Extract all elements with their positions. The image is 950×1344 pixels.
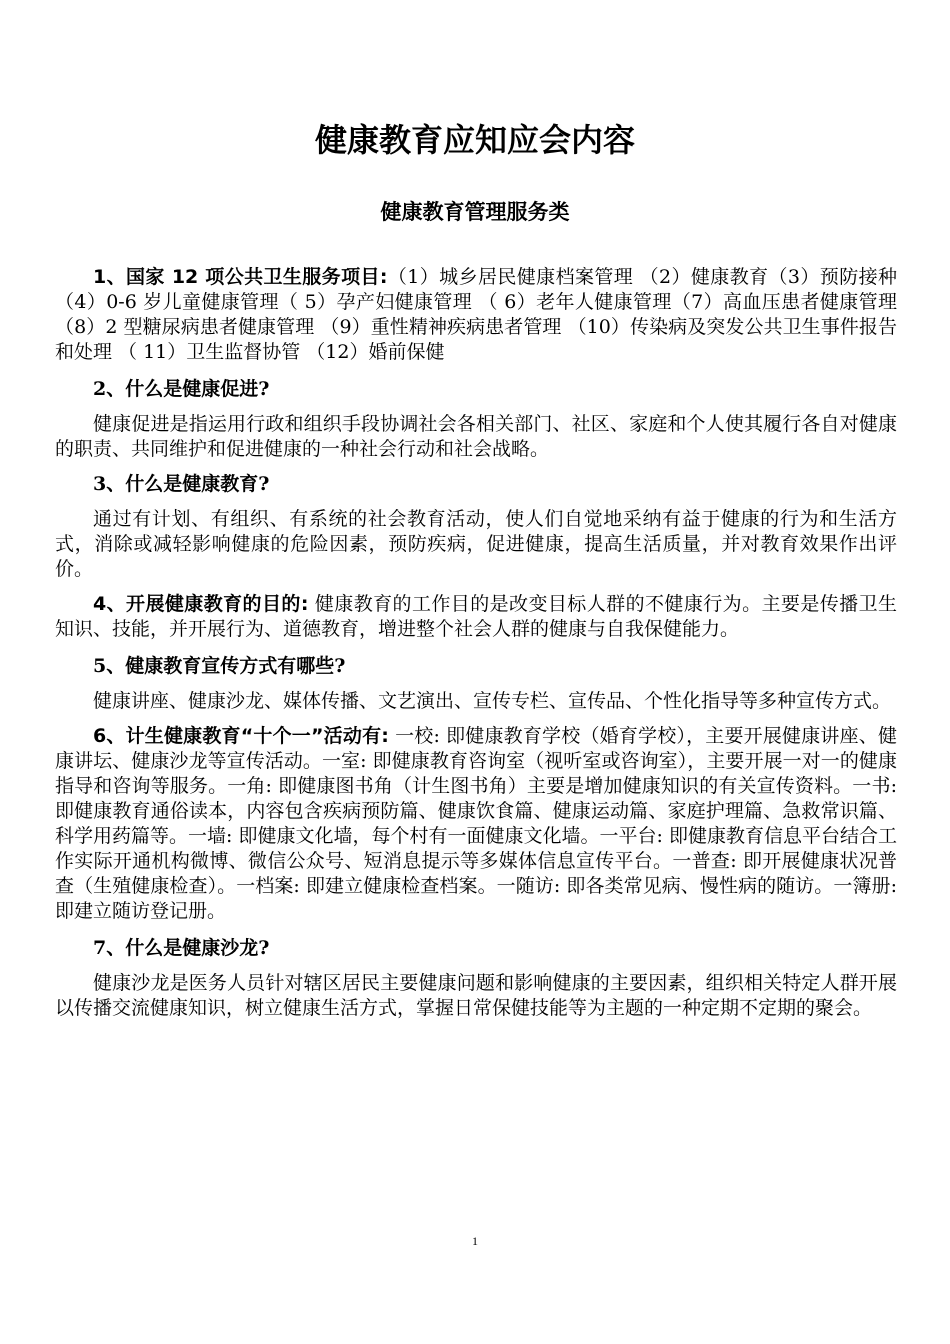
item-1-text: （1）城乡居民健康档案管理 （2）健康教育（3）预防接种（4）0-6 岁儿童健康管理（ 5）孕产妇健康管理 （ 6）老年人健康管理（7）高血压患者健康管理 （8）2 型糖尿病患者健康管理 （9）重性精神疾病患者管理 （10）传染病及突发公共卫生事件报告和处理 （ 11）卫生监督协管 （12）婚前保健 [55,266,897,363]
document-title: 健康教育应知应会内容 [314,121,635,159]
page-number: 1 [472,1234,478,1248]
item-1 [55,265,897,365]
item-6-lead: 6、计生健康教育“十个一”活动有: [93,725,389,747]
item-5-question: 5、健康教育宣传方式有哪些? [93,655,346,677]
item-6 [55,724,897,924]
item-5-answer: 健康讲座、健康沙龙、媒体传播、文艺演出、宣传专栏、宣传品、个性化指导等多种宣传方式。 [93,690,892,712]
document-body [55,265,897,1031]
item-4-text: 健康教育的工作目的是改变目标人群的不健康行为。主要是传播卫生知识、技能，并开展行为、道德教育，增进整个社会人群的健康与自我保健能力。 [55,593,897,640]
item-7-answer: 健康沙龙是医务人员针对辖区居民主要健康问题和影响健康的主要因素，组织相关特定人群开展以传播交流健康知识，树立健康生活方式，掌握日常保健技能等为主题的一种定期不定期的聚会。 [55,972,897,1019]
item-2-question: 2、什么是健康促进? [93,378,270,400]
item-4-lead: 4、开展健康教育的目的: [93,593,309,615]
item-2-answer: 健康促进是指运用行政和组织手段协调社会各相关部门、社区、家庭和个人使其履行各自对健康的职责、共同维护和促进健康的一种社会行动和社会战略。 [55,413,897,460]
item-1-lead: 1、国家 12 项公共卫生服务项目: [93,266,388,288]
item-4 [55,592,897,642]
item-7-question: 7、什么是健康沙龙? [93,937,270,959]
item-3-question: 3、什么是健康教育? [93,473,270,495]
item-6-text: 一校: 即健康教育学校（婚育学校），主要开展健康讲座、健康讲坛、健康沙龙等宣传活动。一室: 即健康教育咨询室（视听室或咨询室），主要开展一对一的健康指导和咨询等服务。一角: 即健康图书角（计生图书角）主要是增加健康知识的有关宣传资料。一书: 即健康教育通俗读本，内容包含疾病预防篇、健康饮食篇、健康运动篇、家庭护理篇、急救常识篇、科学用药篇等。一墙: 即健康文化墙，每个村有一面健康文化墙。一平台: 即健康教育信息平台结合工作实际开通机构微博、微信公众号、短消息提示等多媒体信息宣传平台。一普查: 即开展健康状况普查（生殖健康检查）。一档案: 即建立健康检查档案。一随访: 即各类常见病、慢性病的随访。一簿册: 即建立随访登记册。 [55,725,898,922]
item-3-answer: 通过有计划、有组织、有系统的社会教育活动，使人们自觉地采纳有益于健康的行为和生活方式，消除或减轻影响健康的危险因素，预防疾病，促进健康，提高生活质量，并对教育效果作出评价。 [55,508,897,580]
section-subtitle: 健康教育管理服务类 [380,200,570,224]
